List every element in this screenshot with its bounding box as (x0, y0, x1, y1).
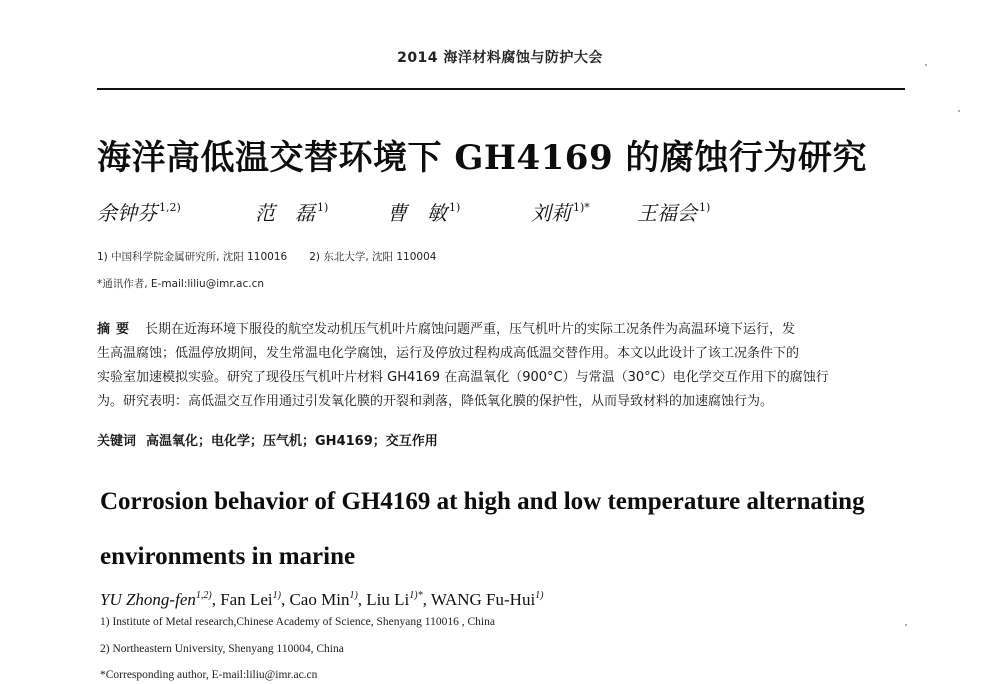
english-title-line-1: Corrosion behavior of GH4169 at high and low temperature alternating (100, 488, 865, 515)
abstract-line: 为。研究表明：高低温交互作用通过引发氧化膜的开裂和剥落，降低氧化膜的保护性，从而导致材料的加速腐蚀行为。 (97, 394, 774, 409)
author-affiliation-mark: 1)* (409, 590, 423, 601)
author-affiliation-mark: 1) (317, 201, 329, 214)
author-name: Liu Li (366, 590, 410, 609)
author-name: WANG Fu-Hui (430, 590, 536, 609)
author-name: 范 磊 (255, 201, 315, 225)
author-affiliation-mark: 1) (699, 201, 711, 214)
chinese-author (531, 197, 590, 226)
english-author (220, 590, 281, 609)
author-name: YU Zhong-fen (100, 590, 196, 609)
author-affiliation-mark: 1) (349, 590, 358, 601)
english-author (366, 590, 422, 609)
abstract-line (97, 318, 912, 342)
author-affiliation-mark: 1) (449, 201, 461, 214)
scan-speck (905, 624, 907, 626)
abstract-line: 实验室加速模拟实验。研究了现役压气机叶片材料 GH4169 在高温氧化（900°C）与常温（30°C）电化学交互作用下的腐蚀行 (97, 370, 829, 385)
chinese-title: 海洋高低温交替环境下 GH4169 的腐蚀行为研究 (97, 138, 867, 178)
chinese-corresponding-author: *通讯作者, E-mail:liliu@imr.ac.cn (97, 278, 265, 290)
author-name: 曹 敏 (387, 201, 447, 225)
english-author (289, 590, 357, 609)
author-affiliation-mark: 1)* (573, 201, 590, 214)
author-name: 余钟芬 (97, 201, 157, 225)
keywords-text: 高温氧化；电化学；压气机；GH4169；交互作用 (146, 434, 438, 449)
chinese-author (97, 197, 181, 226)
abstract-label: 摘要 (97, 322, 136, 337)
chinese-keywords (97, 430, 438, 449)
english-author-list: YU Zhong-fen$^{1,2)}$, Fan Lei$^{1)}$, Cao Min$^{1)}$, Liu $Li^{1)*}$, WANG Fu-Hui$^{1)}$ (100, 590, 544, 609)
chinese-author (387, 197, 460, 226)
running-head: 2014 海洋材料腐蚀与防护大会 (397, 50, 603, 66)
chinese-affiliation: 1) 中国科学院金属研究所, 沈阳 110016 (97, 251, 288, 263)
abstract-text: 长期在近海环境下服役的航空发动机压气机叶片腐蚀问题严重，压气机叶片的实际工况条件为高温环境下运行，发 (145, 322, 796, 337)
abstract-line: 生高温腐蚀；低温停放期间，发生常温电化学腐蚀，运行及停放过程构成高低温交替作用。本文以此设计了该工况条件下的 (97, 346, 800, 361)
english-affiliation: 2) Northeastern University, Shenyang 110004, China (100, 643, 344, 655)
author-name: Cao Min (289, 590, 350, 609)
chinese-author (637, 197, 710, 226)
author-affiliation-mark: 1) (272, 590, 281, 601)
author-affiliation-mark: 1,2) (195, 590, 212, 601)
chinese-author (255, 197, 328, 226)
scan-speck (958, 110, 960, 112)
english-corresponding-author: *Corresponding author, E-mail:liliu@imr.ac.cn (100, 669, 318, 681)
author-name: Fan Lei (220, 590, 273, 609)
english-title-line-2: environments in marine (100, 543, 356, 570)
chinese-affiliations (97, 249, 436, 264)
english-author (431, 590, 544, 609)
scan-speck (925, 64, 927, 66)
author-affiliation-mark: 1) (535, 590, 544, 601)
english-author (100, 590, 212, 609)
header-rule (97, 88, 905, 90)
author-name: 刘莉 (531, 201, 571, 225)
author-name: 王福会 (637, 201, 697, 225)
keywords-label: 关键词 (97, 434, 137, 449)
chinese-affiliation: 2) 东北大学, 沈阳 110004 (309, 251, 437, 263)
english-affiliation: 1) Institute of Metal research,Chinese Academy of Science, Shenyang 110016 , China (100, 616, 495, 628)
author-affiliation-mark: 1,2) (159, 201, 181, 214)
chinese-abstract (97, 318, 912, 414)
